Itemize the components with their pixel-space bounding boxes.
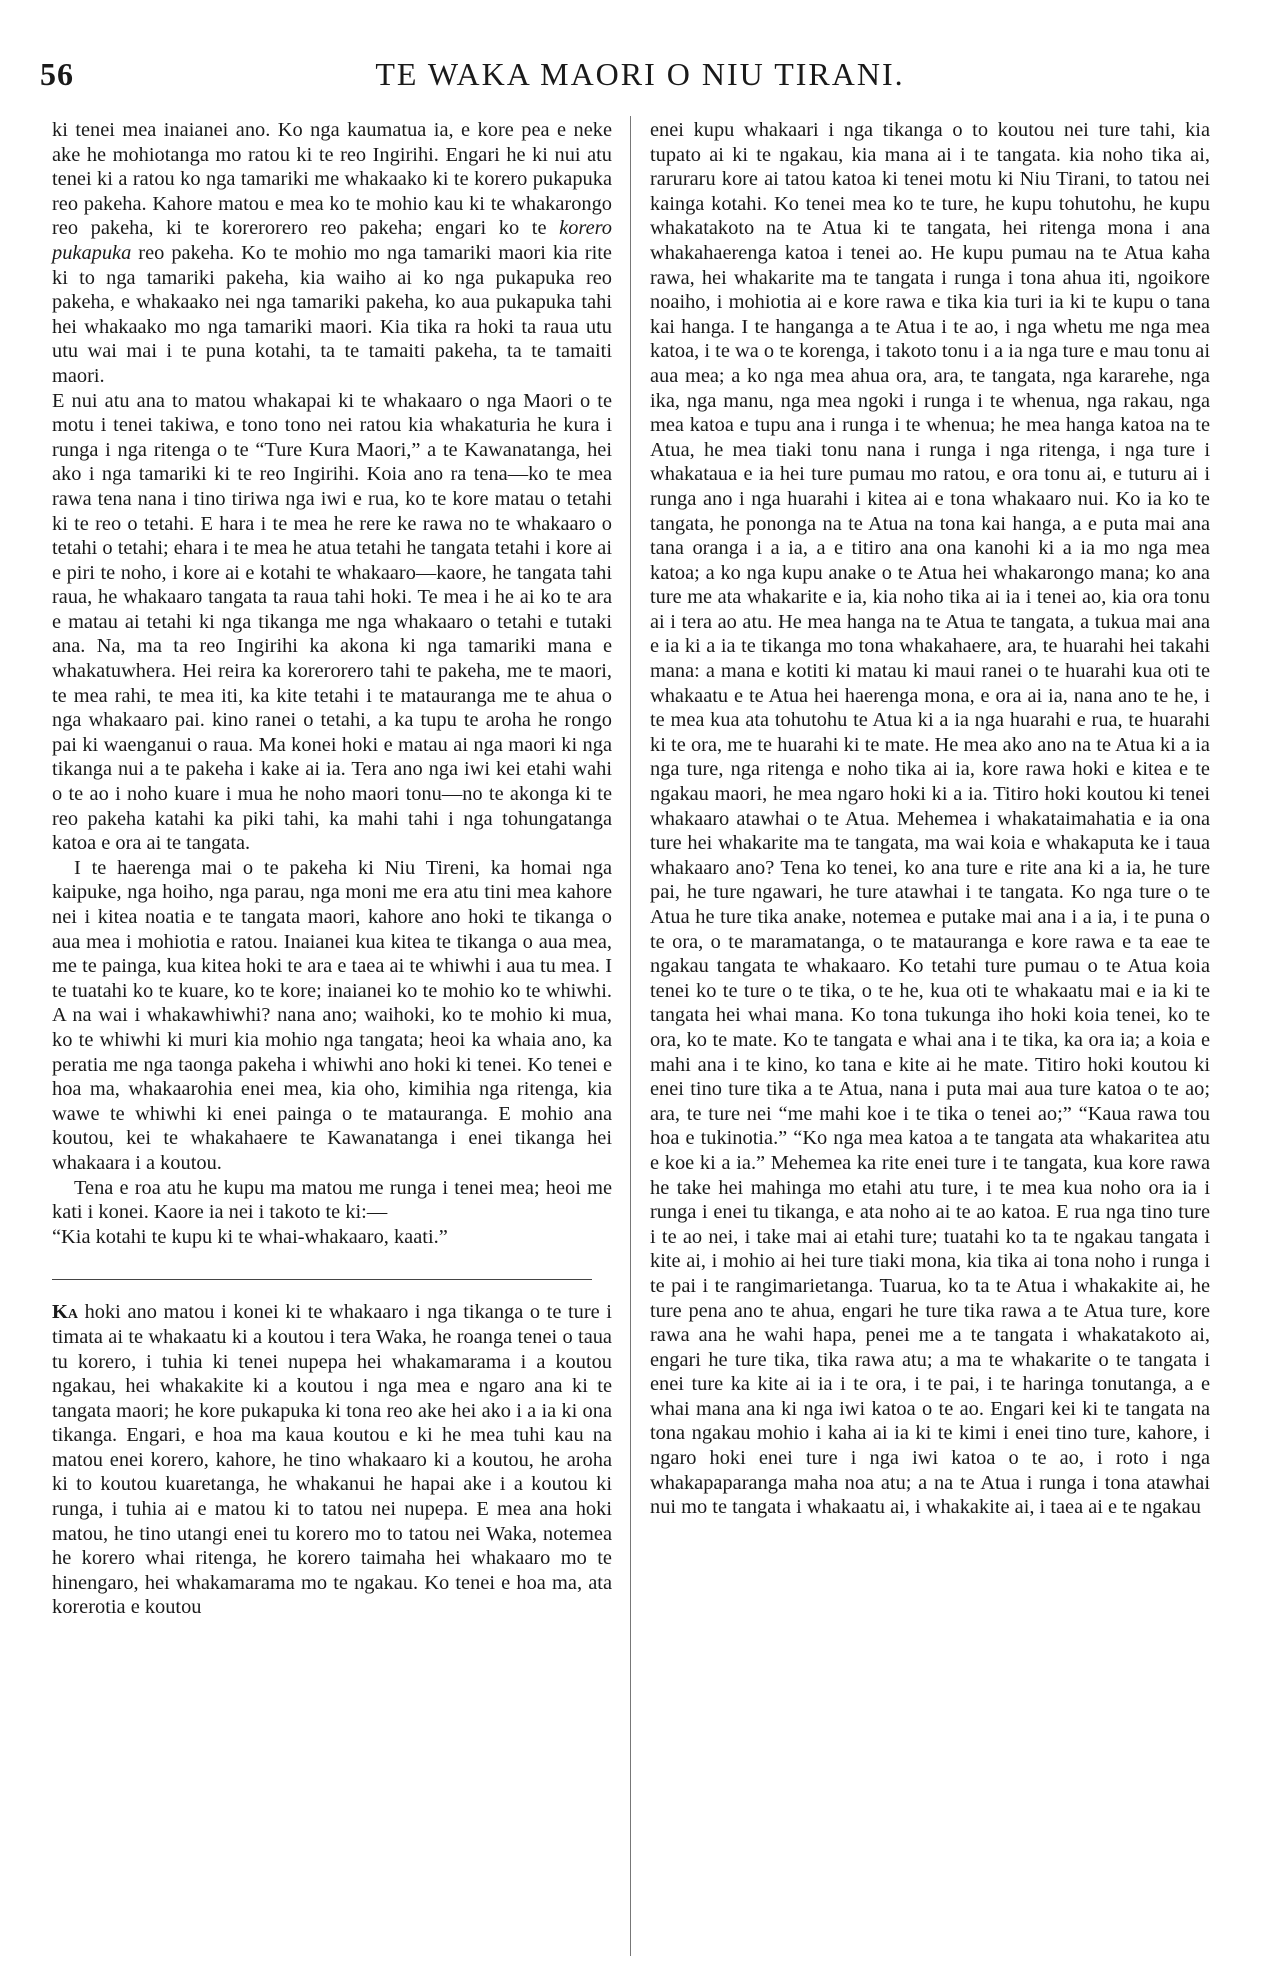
paragraph: Tena e roa atu he kupu ma matou me runga i tenei mea; heoi me kati i konei. Kaore ia nei i takoto te ki:— bbox=[52, 1176, 612, 1224]
section-divider bbox=[52, 1279, 592, 1280]
paragraph: enei kupu whakaari i nga tikanga o to koutou nei ture tahi, kia tupato ai ki te ngakau, kia mana ai i te tangata. kia noho tika ai, raruraru kore ai tatou katoa ki tenei motu ki Niu Tirani, to tatou nei kainga kotahi. Ko tenei mea ko te ture, he kupu tohutohu, he kupu whakatakoto na te Atua ki te tangata, hei ritenga mona i ana whakahaerenga katoa i tenei ao. He kupu pumau na te Atua kaha rawa, hei whakarite ma te tangata i runga i tona ahua iti, ngoikore noaiho, i mohiotia ai e kore rawa e tika kia turi ia ki te kupu o tana kai hanga. I te hanganga a te Atua i te ao, i nga whetu me nga mea katoa, i te wa o te korenga, i takoto tonu i a ia nga ture e mau tonu ai aua mea; a ko nga mea ahua ora, ara, te tangata, nga kararehe, nga ika, nga manu, nga mea ngoki i runga i te whenua, nga rakau, nga mea katoa e tupu ana i runga i te whenua; he mea hanga katoa na te Atua, he mea tiaki tonu nana i runga i nga ritenga, i nga ture i whakatauа e ia hei ture pumau mo ratou, e ora tonu ai, e tuturu ai i runga ano i nga huarahi i kitea ai e tona whakaaro nui. Ko ia ko te tangata, he pononga na te Atua na tona kai hanga, a e puta mai ana tana oranga i a ia, a e titiro ana ona kanohi ki a ia mo nga mea katoa; a ko nga kupu anake o te Atua hei whakarongo mana; ko ana ture me ata whakarite e ia, kia noho tika ai ia i tenei ao, kia ora tonu ai i tera ao atu. He mea hanga na te Atua te tangata, a tukua mai ana e ia ki a ia te tikanga mo tona whakahaere, ara, te huarahi hei takahi mana: a mana e kotiti ki matau ki maui ranei o te huarahi kua oti te whakaatu e te Atua hei haerenga mona, e ora ai ia, nana ano te he, i te mea kua ata tohutohu te Atua ki a ia nga huarahi e rua, te huarahi ki te ora, me te huarahi ki te mate. He mea ako ano na te Atua ki a ia nga ture, nga ritenga e noho tika ai ia, kore rawa hoki e kitea e te ngakau maori, he mea ngaro hoki ki a ia. Titiro hoki koutou ki tenei whakaaro atawhai o te Atua. Mehemea i whakataimahatia e ia ona ture hei whakarite ma te tangata, ma wai koia e whakaputa ke i taua whakaaro ano? Tena ko tenei, ko ana ture e rite ana ki a ia, he ture pai, he ture ngawari, he ture atawhai i te tangata. Ko nga ture o te Atua he ture tika anake, notemea e putake mai ana i a ia, i te puna o te ora, o te maramatanga, o te matauranga e kore rawa e ta eae te ngakau tangata te whakaaro. Ko tetahi ture pumau o te Atua koia tenei ko te ture o te tika, o te he, kua oti te whakaatu mai e ia ki te tangata hei whai mana. Ko tona tukunga iho hoki koia tenei, ko te ora, ko te mate. Ko te tangata e whai ana i te tika, ka ora ia; a koia e mahi ana i te kino, ko tana e kite ai he mate. Titiro hoki koutou ki enei tino ture tika a te Atua, nana i puta mai aua ture katoa o te ao; ara, te ture nei “me mahi koe i te tika o tenei ao;” “Kaua rawa tou hoa e tukinotia.” “Ko nga mea katoa a te tangata ata whakaritea atu e koe ki a ia.” Mehemea ka rite enei ture i te tangata, kua kore rawa he take hei mahinga mo etahi atu ture, i te mea kua noho ora ia i runga i enei tu tikanga, e ata noho ai te ao katoa. E rua nga tino ture i te ao nei, i take mai ai etahi ture; tuatahi ko ta te ngakau tangata i kite ai, i mohio ai hei ture tiaki mona, kia tika ai tona noho i runga i te pai i te rangimarietanga. Tuarua, ko ta te Atua i whakakite ai, he ture pena ano te ahua, engari he ture tika rawa a te Atua ture, kore rawa ana he wahi hapa, penei me a te tangata i whakatakoto ai, engari he ture tika, tika rawa atu; a ma te whakarite o te tangata i enei ture ka kite ai ia i te ora, i te pai, i te haringa tonutanga, a e whai mana ana ki nga iwi katoa o te ao. Engari kei ki te tangata na tona ngakau mohio i kaha ai ia ki te kimi i enei tino ture, kahore, i ngaro hoki enei ture i nga iwi katoa o te ao, i roto i nga whakapaparanga maha noa atu; a na te Atua i runga i tona atawhai nui mo te tangata i whakaatu ai, i whakakite ai, i taea ai e te ngakau bbox=[650, 119, 1210, 1519]
left-column bbox=[52, 118, 612, 1620]
paragraph-text: reo pakeha. Ko te mohio mo nga tamariki maori kia rite ki to nga tamariki pakeha, kia waiho ai ko nga pukapuka reo pakeha, e whakaako nei nga tamariki pakeha, ko aua pukapuka tahi hei whakaako mo nga tamariki maori. Kia tika ra hoki ta raua utu utu wai mai i te puna kotahi, ta te tamaiti pakeha, ta te tamaiti maori. bbox=[52, 241, 612, 387]
column-divider bbox=[630, 116, 631, 1956]
paragraph-text: hoki ano matou i konei ki te whakaaro i nga tikanga o te ture i timata ai te whakaatu ki a koutou i tera Waka, he roanga tenei o taua tu korero, i tuhia ki tenei nupepa hei whakamarama i a koutou ngakau, hei whakakite ki a koutou i nga mea e ngaro ana ki te tangata maori; he kore pukapuka ki tona reo ake hei ako i a ia ki ona tikanga. Engari, e hoa ma kaua koutou e ki he mea tuhi kau na matou enei korero, kahore, he tino whakaaro ki a koutou, he aroha ki to koutou kuaretanga, he whakanui he hapai ake i a koutou ki runga, i tuhia ai e matou ki to tatou nei nupepa. E mea ana hoki matou, he tino utangi enei tu korero mo to tatou nei Waka, notemea he korero whai ritenga, he korero taimaha hei whakaaro mo te hinengaro, hei whakamarama mo te ngakau. Ko tenei e hoa ma, ata korerotia e koutou bbox=[52, 1301, 612, 1619]
paragraph: I te haerenga mai o te pakeha ki Niu Tireni, ka homai nga kaipuke, nga hoiho, nga parau, nga moni me era atu tini mea kahore nei i kitea noatia e te tangata maori, kahore ano hoki te tikanga o aua mea i mohiotia e ratou. Inaianei kua kitea te tikanga o aua mea, me te painga, kua kitea hoki te ara e taea ai te whiwhi i aua tu mea. I te tuatahi ko te kuare, ko te kore; inaianei ko te mohio ko te whiwhi. A na wai i whakawhiwhi? nana ano; waihoki, ko te mohio ki mua, ko te whiwhi ki muri kia mohio nga tangata; heoi ka whaia ano, ka peratia me nga taonga pakeha i whiwhi ano hoki ki tenei. Ko tenei e hoa ma, whakaarohia enei mea, kia oho, kimihia nga ritenga, kia wawe te whiwhi ki enei painga o te matauranga. E mohio ana koutou, kei te whakahaere te Kawanatanga i enei tikanga hei whakaara i a koutou. bbox=[52, 856, 612, 1174]
page-number: 56 bbox=[40, 56, 74, 92]
paragraph: E nui atu ana to matou whakapai ki te whakaaro o nga Maori o te motu i tenei takiwa, e tono tono nei ratou kia whakaturia he kura i runga i nga ritenga o te “Ture Kura Maori,” a te Kawanatanga, hei ako i nga tamariki ki te reo Ingirihi. Koia ano ra tena—ko te mea rawa tena nana i tino tiriwa nga iwi e rua, ko te kore matau o tetahi ki te reo o tetahi. E hara i te mea he rere ke rawa no te whakaaro o tetahi o tetahi; ehara i te mea he atua tetahi he tangata tetahi i kore ai e piri te noho, i kore ai e kotahi te whakaaro—kaore, he tangata tahi raua, he whakaaro tangata ta raua tahi hoki. Te mea i he ai ko te ara e matau ai tetahi ki nga tikanga me nga whakaaro o tetahi e tutaki ana. Na, ma ta reo Ingirihi ka akona ki nga tamariki mana e whakatuwhera. Hei reira ka korerorero tahi te pakeha, me te maori, te mea rahi, te mea iti, ka kite tetahi i te matauranga me te ahua o nga whakaaro pai. kino ranei o tetahi, a ka tupu te aroha he rongo pai ki waenganui o raua. Ma konei hoki e matau ai nga maori ki nga tikanga nui a te pakeha i kake ai ia. Tera ano nga iwi kei etahi wahi o te ao i noho kuare i mua he noho maori tonu—no te akonga ki te reo pakeha katahi ka piki tahi, ka mahi tahi i nga tohungatanga katoa e ora ai te tangata. bbox=[52, 389, 612, 855]
page-header bbox=[40, 46, 1240, 90]
drop-lead: Ka bbox=[52, 1301, 78, 1324]
italic-phrase: korero pukapuka bbox=[52, 217, 612, 264]
right-column bbox=[650, 118, 1210, 1520]
paragraph bbox=[52, 1300, 612, 1620]
paragraph bbox=[52, 118, 612, 389]
paragraph-text: ki tenei mea inaianei ano. Ko nga kaumatua ia, e kore pea e neke ake he mohiotanga mo ratou ki te reo Ingirihi. Engari he ki nui atu tenei ki a ratou ko nga tamariki me whakaako ki te korero pukapuka reo pakeha. Kahore matou e mea ko te mohio kau ki te whakarongo reo pakeha, ki te korerorero reo pakeha; engari ko te bbox=[52, 119, 612, 240]
quotation: “Kia kotahi te kupu ki te whai-whakaaro, kaati.” bbox=[52, 1225, 448, 1248]
page-title: TE WAKA MAORI O NIU TIRANI. bbox=[375, 56, 905, 92]
